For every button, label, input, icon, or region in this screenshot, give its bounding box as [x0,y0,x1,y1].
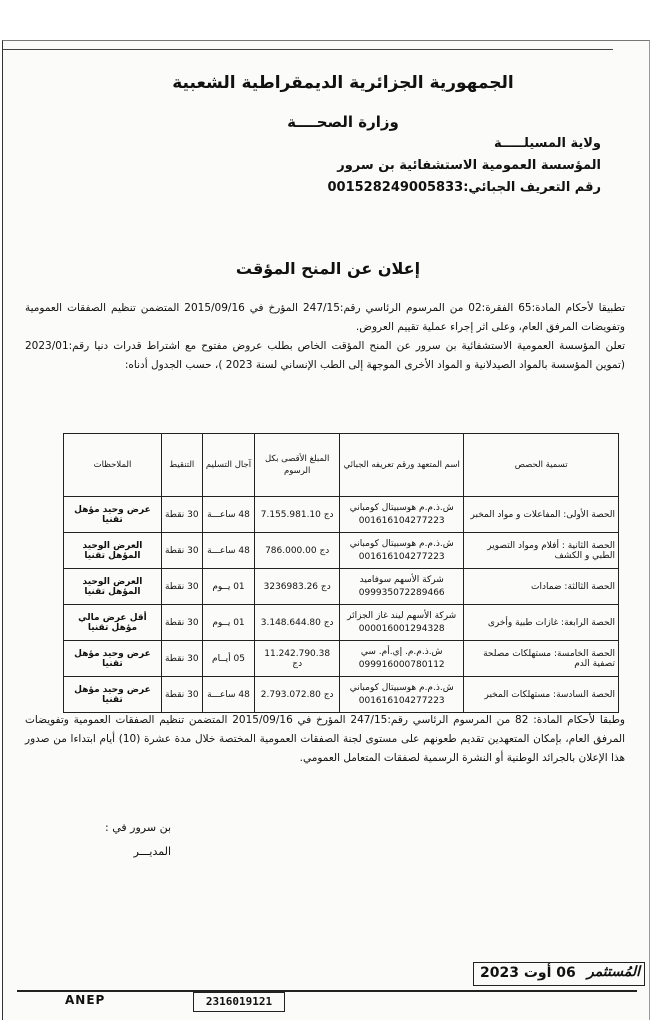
supplier-id: 099916000780112 [358,659,445,670]
supplier-name: شركة الأسهم سوفاميد [359,574,444,585]
institution-name: المؤسسة العمومية الاستشفائية بن سرور [337,158,601,173]
supplier-id: 000016001294328 [358,623,445,634]
table-row [64,533,619,569]
lot-name: الحصة الثالثة: ضمادات [464,569,619,605]
publication-date: 06 أوت 2023 [480,965,576,981]
amount: 786.000.00 دج [255,533,340,569]
anep-label: ANEP [65,993,106,1007]
signature-block [51,816,171,864]
table-row [64,569,619,605]
tax-id: رقم التعريف الجبائي:001528249005833 [327,180,601,195]
header-supplier: اسم المتعهد ورقم تعريفه الجبائي [340,434,464,497]
supplier-name: ش.ذ.م.م. إي.أم. سي [360,646,443,657]
lot-name: الحصة الأولى: المفاعلات و مواد المخبر [464,497,619,533]
supplier-id: 001616104277223 [358,695,445,706]
supplier-name: ش.ذ.م.م هوسبيتال كومباني [349,538,454,549]
anep-code: 2316019121 [193,992,285,1012]
supplier-name: ش.ذ.م.م هوسبيتال كومباني [349,502,454,513]
award-table [63,433,619,713]
newspaper-footer [473,962,645,986]
supplier-cell [340,497,464,533]
delivery-time: 01 يــوم [202,605,255,641]
supplier-id: 001616104277223 [358,551,445,562]
anep-strip [17,990,637,1014]
document-page [2,40,650,1020]
note: عرض وحيد مؤهل تقنيا [64,641,162,677]
republic-header: الجمهورية الجزائرية الديمقراطية الشعبية [172,73,514,93]
top-rule [3,49,613,50]
delivery-time: 48 ساعـــة [202,497,255,533]
score: 30 نقطة [161,605,202,641]
amount: 3236983.26 دج [255,569,340,605]
amount: 11.242.790.38 دج [255,641,340,677]
supplier-cell [340,641,464,677]
supplier-cell [340,605,464,641]
wilaya-label: ولاية المسيلـــــة [493,136,601,151]
table-row [64,605,619,641]
note: العرض الوحيد المؤهل تقنيا [64,533,162,569]
supplier-name: ش.ذ.م.م هوسبيتال كومباني [349,682,454,693]
table-header-row [64,434,619,497]
supplier-id: 001616104277223 [358,515,445,526]
delivery-time: 05 أيــام [202,641,255,677]
newspaper-logo: المُستثمر [586,964,640,980]
supplier-name: شركة الأسهم ليند غاز الجزائر [347,610,457,621]
note: عرض وحيد مؤهل تقنيا [64,677,162,713]
table-row [64,677,619,713]
header-notes: الملاحظات [64,434,162,497]
header-amount: المبلغ الأقصى بكل الرسوم [255,434,340,497]
header-score: التنقيط [161,434,202,497]
signature-place: بن سرور في : [105,821,171,834]
score: 30 نقطة [161,641,202,677]
header-lot: تسمية الحصص [464,434,619,497]
paragraph-application: تطبيقا لأحكام المادة:65 الفقرة:02 من المرسوم الرئاسي رقم:247/15 المؤرخ في 2015/09/16 المتضمن تنظيم الصفقات العمومية وتفويضات المرفق العام، وعلى اثر إجراء عملية تقييم العروض. [25,302,625,333]
notice-title: إعلان عن المنح المؤقت [235,259,421,278]
score: 30 نقطة [161,677,202,713]
note: أقل عرض مالي مؤهل تقنيا [64,605,162,641]
amount: 2.793.072.80 دج [255,677,340,713]
note: العرض الوحيد المؤهل تقنيا [64,569,162,605]
supplier-id: 099935072289466 [358,587,445,598]
paragraph-announcement: تعلن المؤسسة العمومية الاستشفائية بن سرور عن المنح المؤقت الخاص بطلب عروض مفتوح مع اشتراط قدرات دنيا رقم:2023/01 (تموين المؤسسة بالمواد الصيدلانية و المواد الأخرى الموجهة إلى الطب الإنساني لسنة 2023 )، حسب الجدول أدناه: [25,340,625,371]
signature-role: المديـــر [133,845,171,858]
score: 30 نقطة [161,497,202,533]
delivery-time: 48 ساعـــة [202,677,255,713]
paragraph-appeal: وطبقا لأحكام المادة: 82 من المرسوم الرئاسي رقم:247/15 المؤرخ في 2015/09/16 المتضمن تنظيم الصفقات العمومية وتفويضات المرفق العام، بإمكان المتعهدين تقديم طعونهم على مستوى لجنة الصفقات العمومية المختصة خلال مدة عشرة (10) أيام ابتداءا من صدور هذا الإعلان بالجرائد الوطنية أو النشرة الرسمية لصفقات المتعامل العمومي. [25,714,626,764]
score: 30 نقطة [161,533,202,569]
note: عرض وحيد مؤهل تقنيا [64,497,162,533]
amount: 7.155.981.10 دج [255,497,340,533]
amount: 3.148.644.80 دج [255,605,340,641]
table-row [64,497,619,533]
lot-name: الحصة السادسة: مستهلكات المخبر [464,677,619,713]
ministry-header: وزارة الصحــــة [287,113,399,131]
lot-name: الحصة الرابعة: غازات طبية وأخرى [464,605,619,641]
score: 30 نقطة [161,569,202,605]
table-row [64,641,619,677]
issuer-block [328,133,602,199]
supplier-cell [340,569,464,605]
header-delivery: آجال التسليم [202,434,255,497]
supplier-cell [340,677,464,713]
supplier-cell [340,533,464,569]
lot-name: الحصة الثانية : أفلام ومواد التصوير الطبي و الكشف [464,533,619,569]
lot-name: الحصة الخامسة: مستهلكات مصلحة تصفية الدم [464,641,619,677]
delivery-time: 48 ساعـــة [202,533,255,569]
delivery-time: 01 يــوم [202,569,255,605]
